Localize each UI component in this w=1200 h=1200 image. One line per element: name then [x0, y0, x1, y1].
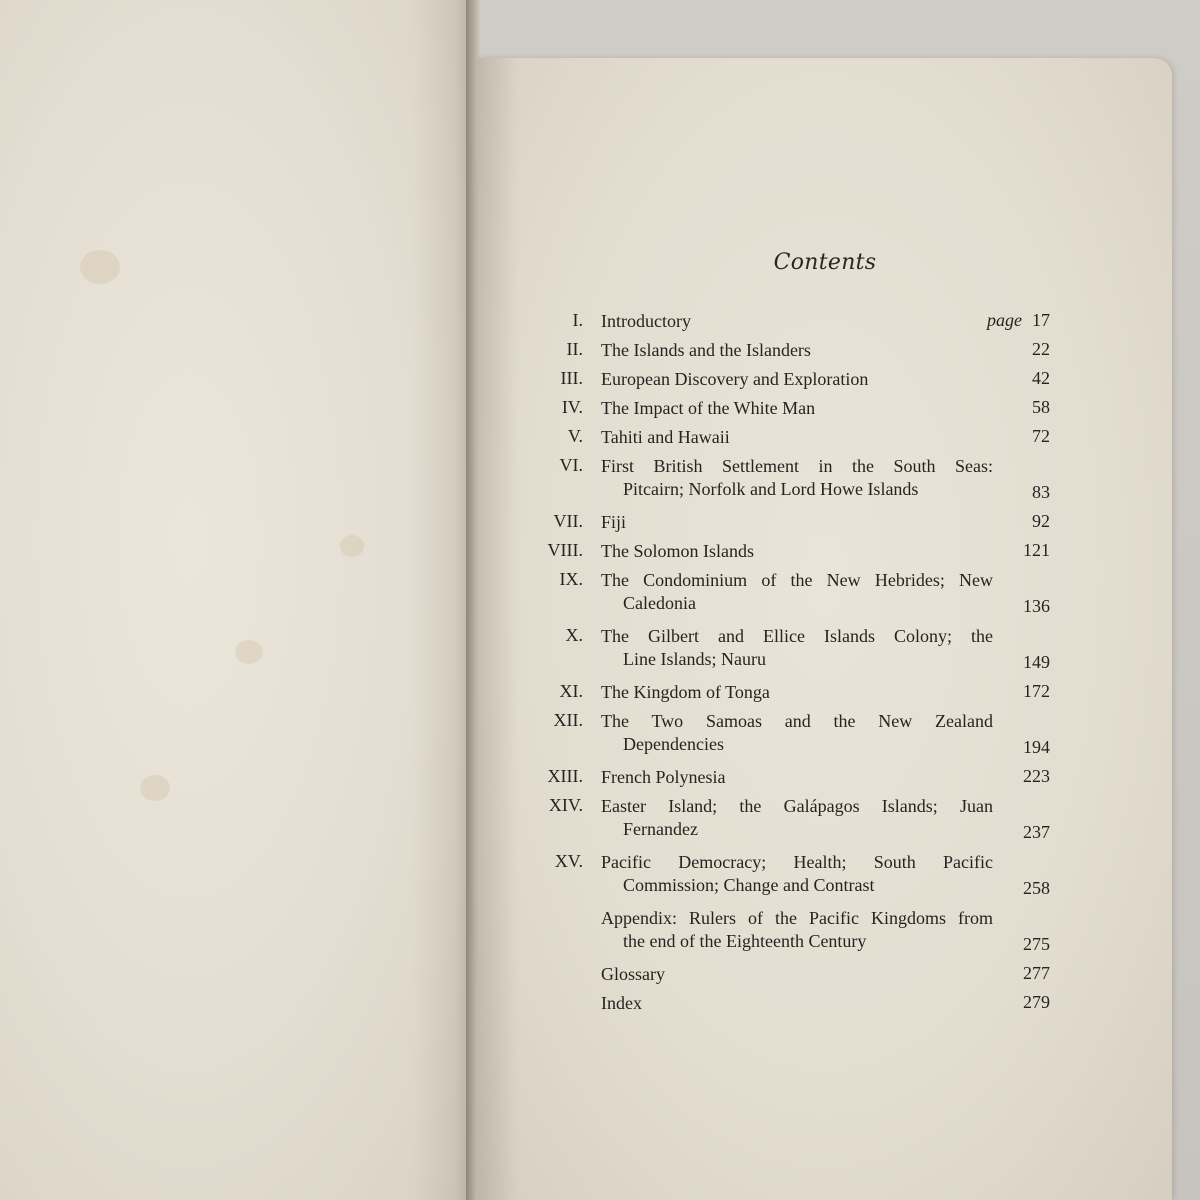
chapter-title: [601, 426, 993, 449]
page-number: [987, 310, 1050, 331]
paper-stain: [80, 250, 120, 284]
page-number: [1023, 963, 1050, 984]
chapter-title-line: The Impact of the White Man: [601, 398, 816, 418]
chapter-number: VIII.: [547, 540, 583, 560]
page-number-value: 42: [1032, 368, 1050, 388]
chapter-number: II.: [566, 339, 583, 359]
page-number: [1023, 681, 1050, 702]
chapter-title: [601, 710, 993, 756]
chapter-title: [601, 540, 993, 563]
page-number-value: 237: [1023, 822, 1050, 842]
chapter-number: VII.: [553, 511, 583, 531]
chapter-title-line: The Condominium of the New Hebrides; New: [601, 570, 993, 590]
chapter-title-line: Dependencies: [623, 734, 724, 754]
chapter-title-line: The Two Samoas and the New Zealand: [601, 711, 993, 731]
chapter-title: [601, 681, 993, 704]
page-number-value: 172: [1023, 681, 1050, 701]
page-number-value: 92: [1032, 511, 1050, 531]
chapter-number: I.: [572, 310, 583, 330]
page-number: [1023, 934, 1050, 955]
chapter-number: X.: [565, 625, 583, 645]
chapter-title: [601, 992, 993, 1015]
page-number: [1023, 992, 1050, 1013]
chapter-title-line: Introductory: [601, 311, 691, 331]
page-number-value: 223: [1023, 766, 1050, 786]
chapter-number: XV.: [554, 851, 583, 871]
table-of-contents: [478, 58, 1172, 1200]
page-number-value: 22: [1032, 339, 1050, 359]
page-number: [1032, 511, 1050, 532]
chapter-number: VI.: [559, 455, 583, 475]
chapter-title-line: Tahiti and Hawaii: [601, 427, 730, 447]
chapter-title-line: Commission; Change and Contrast: [623, 875, 875, 895]
chapter-title: [601, 368, 993, 391]
page-number: [1023, 652, 1050, 673]
chapter-title: [601, 339, 993, 362]
chapter-title: [601, 907, 993, 953]
chapter-title: [601, 625, 993, 671]
chapter-title-line: The Gilbert and Ellice Islands Colony; the: [601, 626, 993, 646]
page-number-value: 58: [1032, 397, 1050, 417]
chapter-title-line: European Discovery and Exploration: [601, 369, 869, 389]
chapter-title-line: The Islands and the Islanders: [601, 340, 811, 360]
chapter-title-line: Index: [601, 993, 642, 1013]
chapter-title: [601, 511, 993, 534]
page-number-value: 194: [1023, 737, 1050, 757]
chapter-number: XII.: [553, 710, 583, 730]
chapter-title-line: French Polynesia: [601, 767, 726, 787]
paper-stain: [340, 535, 364, 557]
page-number: [1032, 482, 1050, 503]
chapter-number: IV.: [561, 397, 583, 417]
page-label: page: [987, 310, 1022, 330]
chapter-title: [601, 569, 993, 615]
page-number-value: 277: [1023, 963, 1050, 983]
page-number-value: 149: [1023, 652, 1050, 672]
contents-heading: Contents: [773, 250, 877, 275]
chapter-title-line: Caledonia: [623, 593, 696, 613]
page-number: [1023, 540, 1050, 561]
chapter-number: XIV.: [548, 795, 583, 815]
page-number: [1023, 822, 1050, 843]
chapter-title-line: Glossary: [601, 964, 665, 984]
left-page: [0, 0, 473, 1200]
chapter-number: V.: [567, 426, 583, 446]
page-number: [1023, 596, 1050, 617]
page-number: [1032, 339, 1050, 360]
chapter-title: [601, 795, 993, 841]
page-number: [1023, 766, 1050, 787]
chapter-title: [601, 851, 993, 897]
chapter-number: IX.: [559, 569, 583, 589]
chapter-title: [601, 963, 993, 986]
chapter-title-line: Pacific Democracy; Health; South Pacific: [601, 852, 993, 872]
page-number-value: 72: [1032, 426, 1050, 446]
page-number-value: 121: [1023, 540, 1050, 560]
chapter-title-line: First British Settlement in the South Seas:: [601, 456, 993, 476]
chapter-title: [601, 310, 993, 333]
paper-stain: [140, 775, 170, 801]
chapter-title-line: Easter Island; the Galápagos Islands; Juan: [601, 796, 993, 816]
page-number-value: 279: [1023, 992, 1050, 1012]
chapter-title: [601, 455, 993, 501]
chapter-title-line: Appendix: Rulers of the Pacific Kingdoms from: [601, 908, 993, 928]
chapter-title-line: the end of the Eighteenth Century: [623, 931, 867, 951]
chapter-number: III.: [560, 368, 583, 388]
page-number: [1023, 737, 1050, 758]
chapter-title-line: The Solomon Islands: [601, 541, 754, 561]
contents-page: [478, 58, 1172, 1200]
chapter-title: [601, 766, 993, 789]
page-number: [1023, 878, 1050, 899]
page-number: [1032, 368, 1050, 389]
page-number-value: 17: [1032, 310, 1050, 330]
page-number: [1032, 397, 1050, 418]
chapter-title-line: Fiji: [601, 512, 627, 532]
page-number-value: 258: [1023, 878, 1050, 898]
chapter-number: XIII.: [547, 766, 583, 786]
chapter-title-line: Line Islands; Nauru: [623, 649, 766, 669]
chapter-title-line: Pitcairn; Norfolk and Lord Howe Islands: [623, 479, 919, 499]
page-number-value: 136: [1023, 596, 1050, 616]
chapter-title-line: Fernandez: [623, 819, 698, 839]
chapter-title: [601, 397, 993, 420]
chapter-number: XI.: [559, 681, 583, 701]
paper-stain: [235, 640, 263, 664]
page-number-value: 83: [1032, 482, 1050, 502]
chapter-title-line: The Kingdom of Tonga: [601, 682, 770, 702]
page-number: [1032, 426, 1050, 447]
page-number-value: 275: [1023, 934, 1050, 954]
